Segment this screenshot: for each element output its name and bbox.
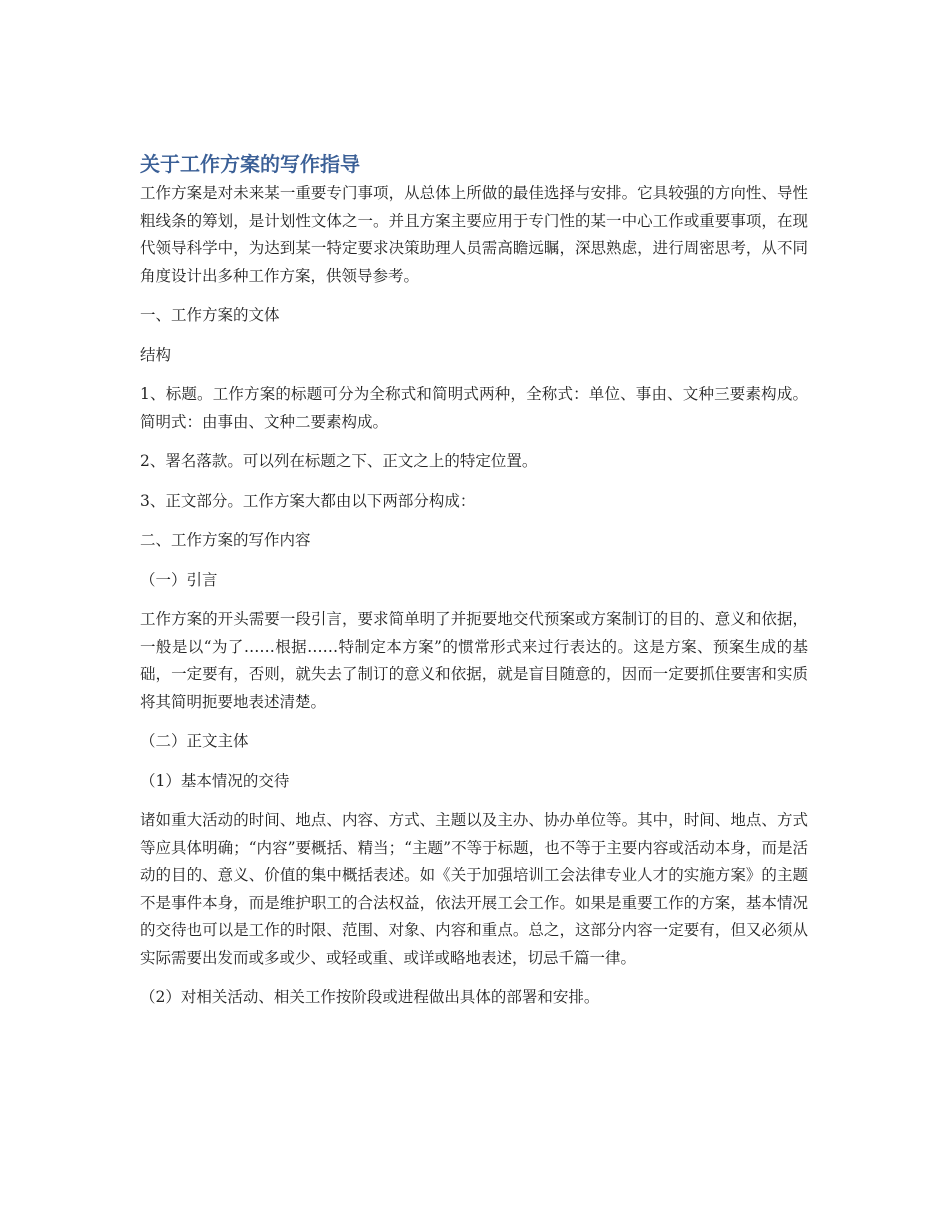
section-heading-2: 二、工作方案的写作内容: [140, 531, 311, 549]
intro-paragraph: 工作方案是对未来某一重要专门事项，从总体上所做的最佳选择与安排。它具较强的方向性、导性粗线条的筹划，是计划性文体之一。并且方案主要应用于专门性的某一中心工作或重要事项，在现代领导科学中，为达到某一特定要求决策助理人员需高瞻远瞩，深思熟虑，进行周密思考，从不同角度设计出多种工作方案，供领导参考。: [140, 184, 808, 285]
subheading-main-body: （二）正文主体: [140, 732, 249, 750]
subheading-introduction: （一）引言: [140, 570, 218, 589]
structure-item-title: 1、标题。工作方案的标题可分为全称式和简明式两种，全称式：单位、事由、文种三要素构成。简明式：由事由、文种二要素构成。: [140, 385, 808, 431]
subheading-basic-situation: （1）基本情况的交待: [140, 771, 290, 790]
section-heading-1: 一、工作方案的文体: [140, 306, 280, 324]
structure-item-body: 3、正文部分。工作方案大都由以下两部分构成：: [140, 491, 476, 510]
document-title: 关于工作方案的写作指导: [140, 152, 360, 176]
subheading-arrangement: （2）对相关活动、相关工作按阶段或进程做出具体的部署和安排。: [140, 988, 600, 1006]
structure-item-signature: 2、署名落款。可以列在标题之下、正文之上的特定位置。: [140, 452, 538, 470]
document-page: [140, 150, 808, 1012]
basic-situation-paragraph: 诸如重大活动的时间、地点、内容、方式、主题以及主办、协办单位等。其中，时间、地点、方式等应具体明确；“内容”要概括、精当；“主题”不等于标题，也不等于主要内容或活动本身，而是活动的目的、意义、价值的集中概括表述。如《关于加强培训工会法律专业人才的实施方案》的主题不是事件本身，而是维护职工的合法权益，依法开展工会工作。如果是重要工作的方案，基本情况的交待也可以是工作的时限、范围、对象、内容和重点。总之，这部分内容一定要有，但又必须从实际需要出发而或多或少、或轻或重、或详或略地表述，切忌千篇一律。: [140, 811, 808, 967]
introduction-paragraph: 工作方案的开头需要一段引言，要求简单明了并扼要地交代预案或方案制订的目的、意义和依据，一般是以“为了……根据……特制定本方案”的惯常形式来过行表达的。这是方案、预案生成的基础，一定要有，否则，就失去了制订的意义和依据，就是盲目随意的，因而一定要抓住要害和实质将其简明扼要地表述清楚。: [140, 610, 808, 711]
subheading-structure: 结构: [140, 345, 172, 364]
